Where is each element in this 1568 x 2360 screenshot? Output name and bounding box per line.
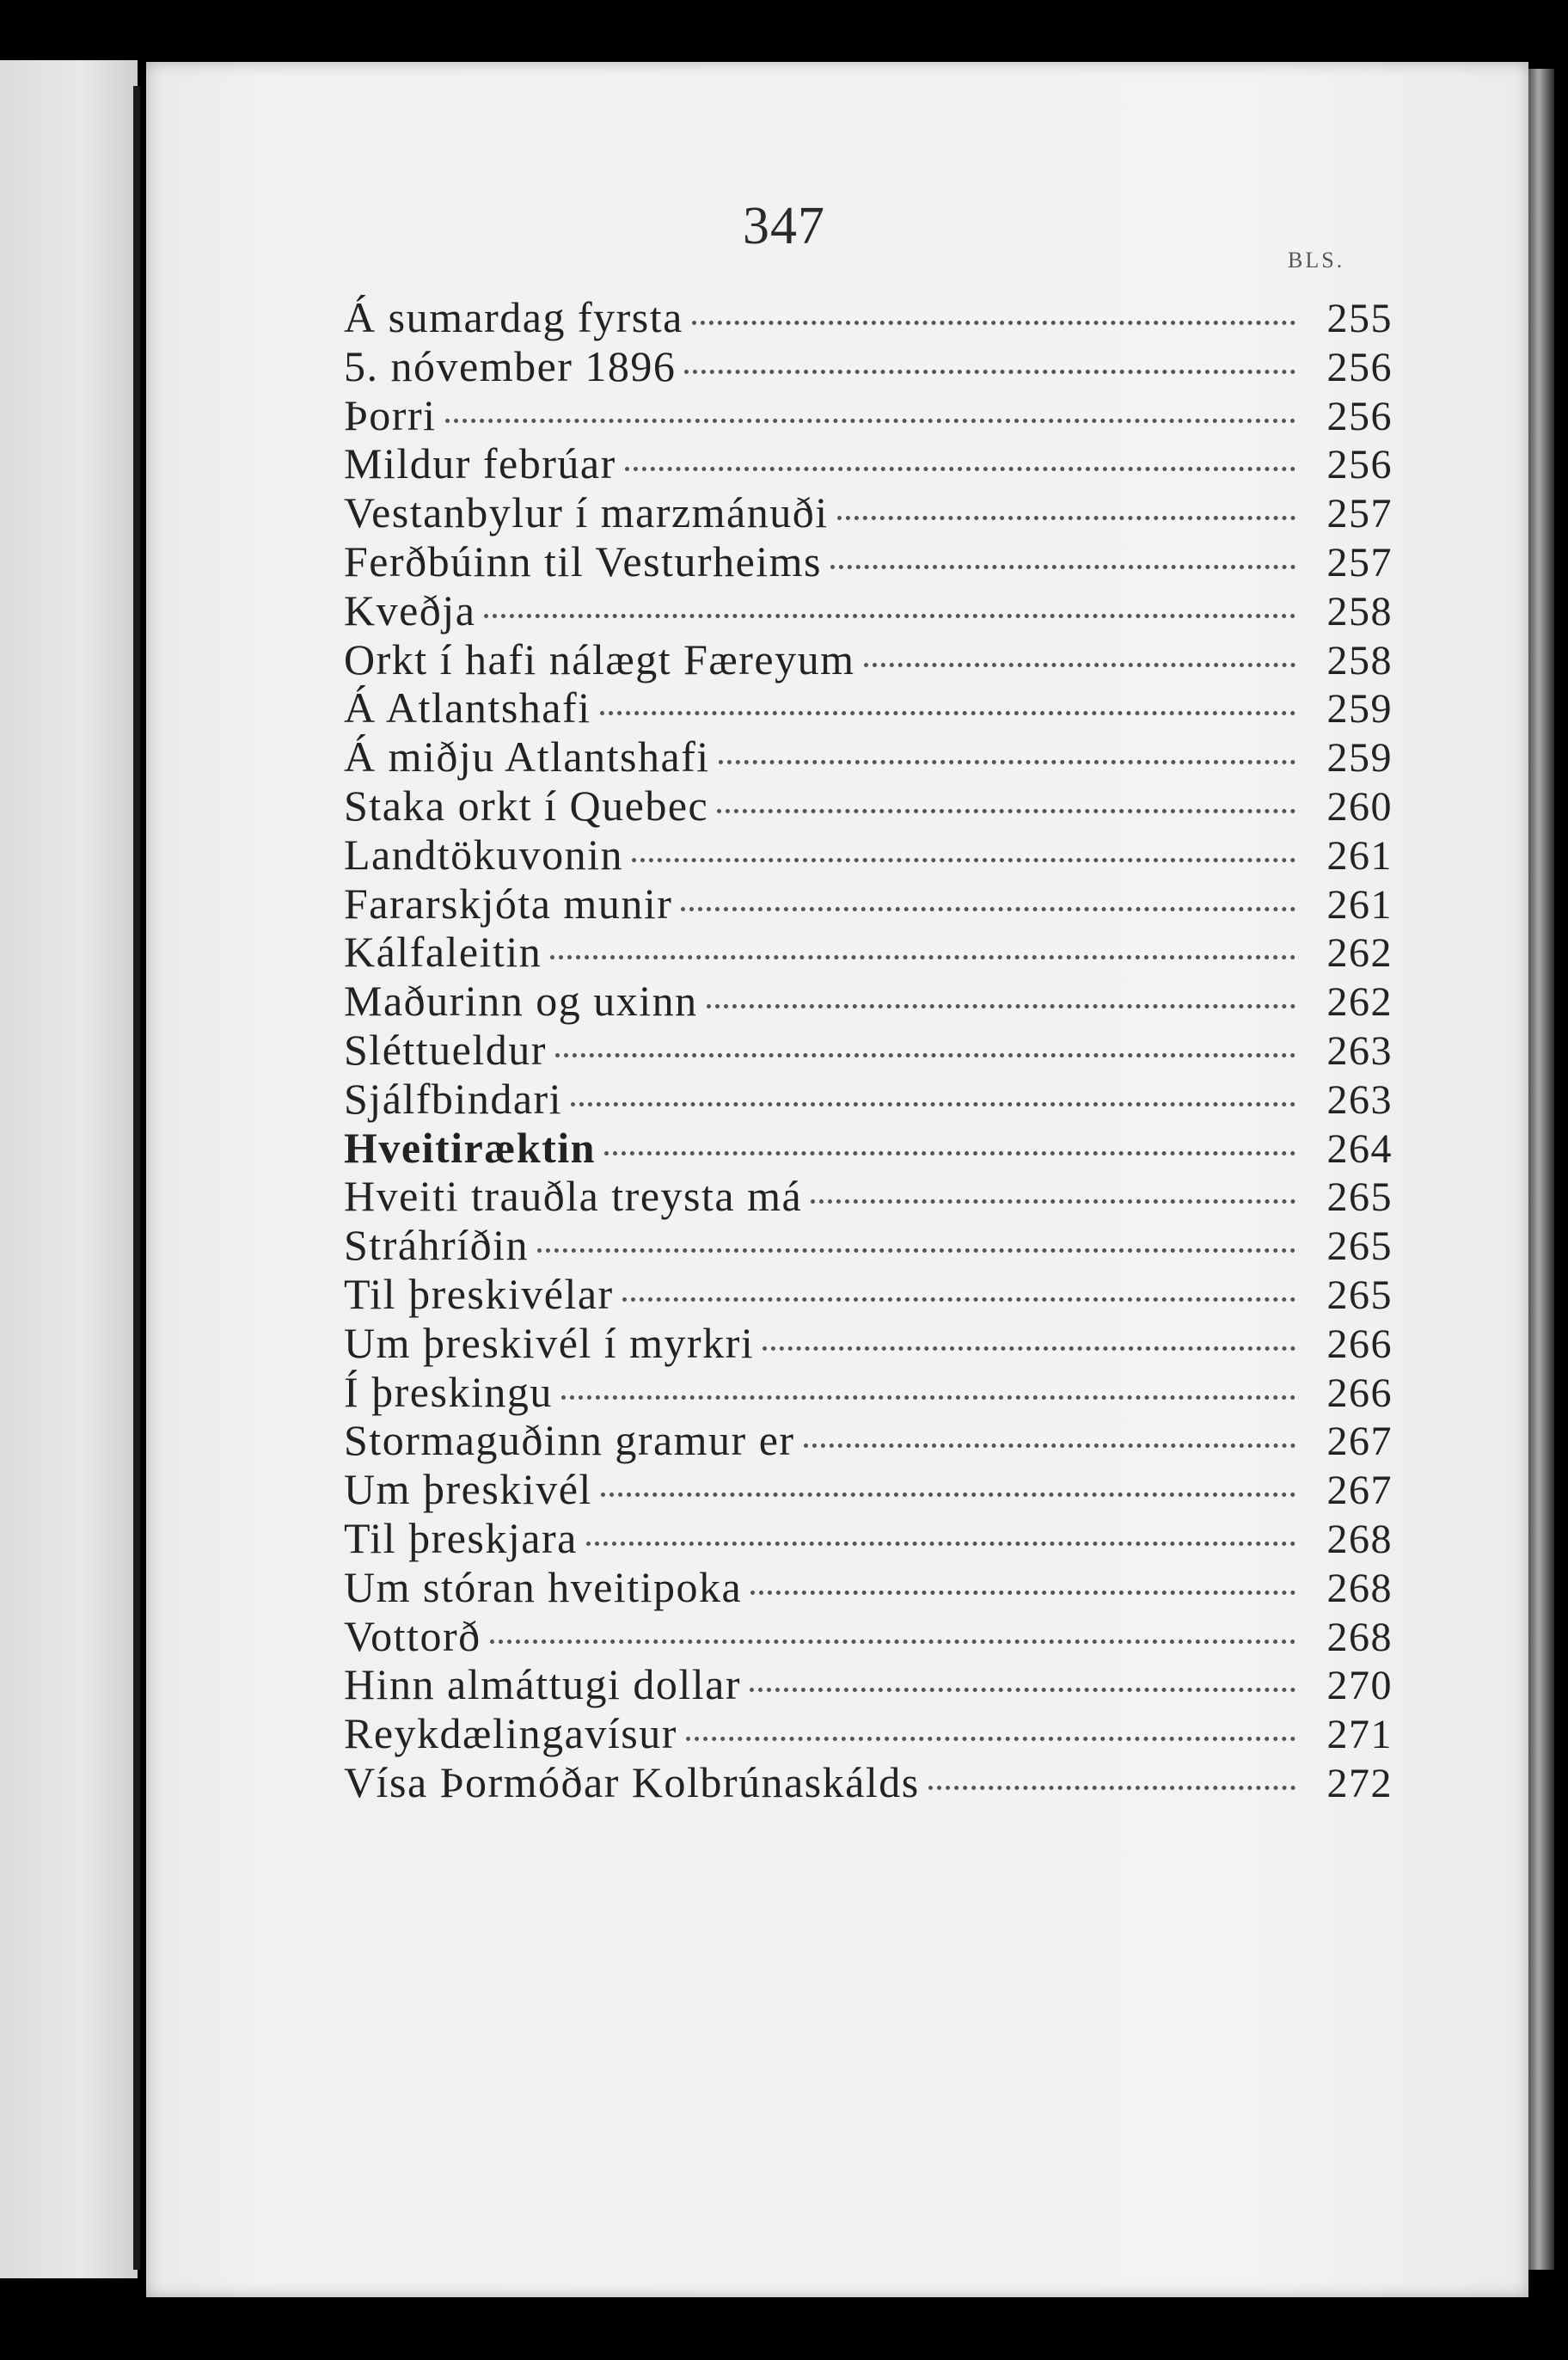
toc-dot-leader (928, 1786, 1295, 1790)
toc-entry-page: 265 (1326, 1272, 1393, 1318)
toc-entry (344, 1171, 1393, 1220)
toc-dot-leader (600, 711, 1295, 715)
toc-entry-title: Hveitiræktin (344, 1123, 596, 1172)
toc-entry-title: Vestanbylur í marzmánuði (344, 488, 829, 537)
toc-entry-title: Landtökuvonin (344, 830, 624, 879)
toc-entry-title: 5. nóvember 1896 (344, 341, 677, 390)
toc-entry-page: 268 (1326, 1614, 1393, 1660)
toc-entry-page: 268 (1326, 1516, 1393, 1562)
toc-dot-leader (622, 1297, 1295, 1302)
toc-entry (344, 1269, 1393, 1318)
toc-entry (344, 1025, 1393, 1074)
toc-entry-title: Um stóran hveitipoka (344, 1562, 743, 1611)
toc-entry-title: Stormaguðinn gramur er (344, 1416, 795, 1465)
page-edge-shadow (1528, 69, 1554, 2270)
toc-entry-title: Á sumardag fyrsta (344, 293, 683, 341)
toc-entry-title: Vísa Þormóðar Kolbrúnaskálds (344, 1757, 920, 1806)
toc-dot-leader (537, 1248, 1295, 1253)
toc-dot-leader (707, 1004, 1295, 1008)
toc-entry-title: Hveiti trauðla treysta má (344, 1172, 803, 1221)
toc-entry-title: Sjálfbindari (344, 1074, 563, 1123)
toc-entry-title: Um þreskivél (344, 1465, 592, 1514)
page-column-label: BLS. (1288, 248, 1345, 273)
toc-entry (344, 1611, 1393, 1660)
toc-entry (344, 1074, 1393, 1123)
toc-entry-title: Vottorð (344, 1611, 481, 1660)
toc-entry-page: 263 (1326, 1076, 1393, 1123)
toc-entry-title: Hinn almáttugi dollar (344, 1660, 741, 1709)
toc-entry-title: Um þreskivél í myrkri (344, 1318, 755, 1367)
toc-dot-leader (717, 809, 1295, 813)
toc-entry (344, 879, 1393, 928)
toc-entry-page: 262 (1326, 979, 1393, 1026)
toc-entry (344, 487, 1393, 536)
toc-entry-title: Þorri (344, 390, 437, 439)
toc-entry-page: 263 (1326, 1027, 1393, 1074)
toc-entry-title: Á Atlantshafi (344, 683, 591, 733)
toc-entry-title: Til þreskivélar (344, 1269, 614, 1318)
toc-dot-leader (625, 467, 1295, 471)
toc-dot-leader (490, 1640, 1295, 1644)
toc-entry (344, 830, 1393, 879)
toc-entry-page: 261 (1326, 881, 1393, 928)
toc-entry (344, 1659, 1393, 1708)
toc-entry-title: Á miðju Atlantshafi (344, 733, 710, 782)
toc-dot-leader (692, 321, 1295, 325)
toc-dot-leader (632, 858, 1295, 862)
toc-entry (344, 438, 1393, 487)
toc-entry (344, 1123, 1393, 1172)
toc-entry-page: 271 (1326, 1712, 1393, 1758)
toc-entry (344, 1220, 1393, 1269)
toc-entry-page: 257 (1326, 539, 1393, 585)
toc-entry-page: 257 (1326, 491, 1393, 537)
toc-entry (344, 292, 1393, 341)
toc-entry (344, 732, 1393, 781)
toc-entry (344, 585, 1393, 634)
toc-dot-leader (750, 1688, 1295, 1692)
toc-entry (344, 927, 1393, 976)
toc-entry-page: 267 (1326, 1419, 1393, 1465)
toc-entry-page: 259 (1326, 686, 1393, 733)
toc-entry-title: Reykdælingavísur (344, 1709, 677, 1758)
toc-entry-title: Orkt í hafi nálægt Færeyum (344, 634, 855, 683)
toc-entry-page: 270 (1326, 1663, 1393, 1709)
toc-dot-leader (604, 1151, 1295, 1155)
toc-entry-title: Mildur febrúar (344, 439, 616, 488)
toc-dot-leader (804, 1444, 1295, 1448)
toc-entry-title: Kálfaleitin (344, 928, 542, 977)
toc-entry-title: Kveðja (344, 585, 476, 634)
toc-entry-title: Ferðbúinn til Vesturheims (344, 536, 823, 585)
toc-dot-leader (684, 370, 1295, 374)
toc-entry (344, 536, 1393, 585)
toc-entry (344, 1562, 1393, 1611)
toc-dot-leader (586, 1542, 1295, 1546)
toc-dot-leader (686, 1737, 1295, 1741)
toc-dot-leader (601, 1493, 1295, 1497)
toc-entry-title: Í þreskingu (344, 1367, 553, 1416)
toc-entry-page: 256 (1326, 442, 1393, 488)
toc-entry-page: 264 (1326, 1125, 1393, 1172)
toc-entry-page: 266 (1326, 1370, 1393, 1416)
facing-page-edge (0, 60, 138, 2278)
toc-entry-title: Sléttueldur (344, 1025, 547, 1074)
toc-entry-title: Stráhríðin (344, 1221, 529, 1270)
toc-entry-page: 265 (1326, 1223, 1393, 1270)
toc-dot-leader (811, 1199, 1295, 1204)
toc-entry-title: Staka orkt í Quebec (344, 781, 709, 830)
page-number: 347 (743, 197, 825, 255)
toc-dot-leader (837, 516, 1295, 520)
toc-dot-leader (445, 419, 1296, 423)
toc-entry-page: 256 (1326, 393, 1393, 439)
toc-entry (344, 1708, 1393, 1757)
toc-dot-leader (555, 1053, 1295, 1057)
toc-entry-page: 267 (1326, 1468, 1393, 1514)
toc-dot-leader (550, 955, 1295, 959)
toc-dot-leader (719, 760, 1295, 764)
toc-entry (344, 1757, 1393, 1806)
toc-entry (344, 1367, 1393, 1416)
toc-entry-page: 261 (1326, 832, 1393, 879)
toc-dot-leader (681, 907, 1295, 911)
toc-entry-page: 255 (1326, 296, 1393, 341)
toc-entry-title: Maðurinn og uxinn (344, 977, 698, 1026)
toc-entry-page: 272 (1326, 1760, 1393, 1806)
toc-entry-page: 260 (1326, 783, 1393, 830)
binding-shadow (133, 86, 140, 2270)
toc-entry-page: 266 (1326, 1321, 1393, 1367)
toc-entry-page: 256 (1326, 344, 1393, 390)
toc-entry (344, 634, 1393, 683)
toc-entry (344, 390, 1393, 439)
toc-entry (344, 1513, 1393, 1562)
toc-dot-leader (571, 1102, 1295, 1106)
toc-entry-page: 258 (1326, 637, 1393, 683)
toc-dot-leader (750, 1591, 1295, 1595)
toc-entry (344, 781, 1393, 830)
table-of-contents (344, 292, 1393, 1806)
toc-entry (344, 1415, 1393, 1464)
toc-dot-leader (864, 663, 1296, 667)
toc-entry (344, 976, 1393, 1025)
toc-entry-page: 265 (1326, 1174, 1393, 1221)
toc-entry (344, 1318, 1393, 1367)
toc-entry (344, 1464, 1393, 1513)
toc-entry (344, 341, 1393, 390)
toc-entry-page: 268 (1326, 1565, 1393, 1611)
toc-dot-leader (763, 1346, 1295, 1351)
toc-dot-leader (830, 565, 1295, 569)
toc-entry-page: 258 (1326, 588, 1393, 634)
toc-entry-title: Til þreskjara (344, 1513, 578, 1562)
toc-entry (344, 683, 1393, 732)
toc-dot-leader (561, 1395, 1295, 1400)
toc-entry-page: 259 (1326, 735, 1393, 782)
toc-entry-page: 262 (1326, 930, 1393, 977)
toc-entry-title: Fararskjóta munir (344, 879, 673, 928)
toc-dot-leader (484, 614, 1295, 618)
